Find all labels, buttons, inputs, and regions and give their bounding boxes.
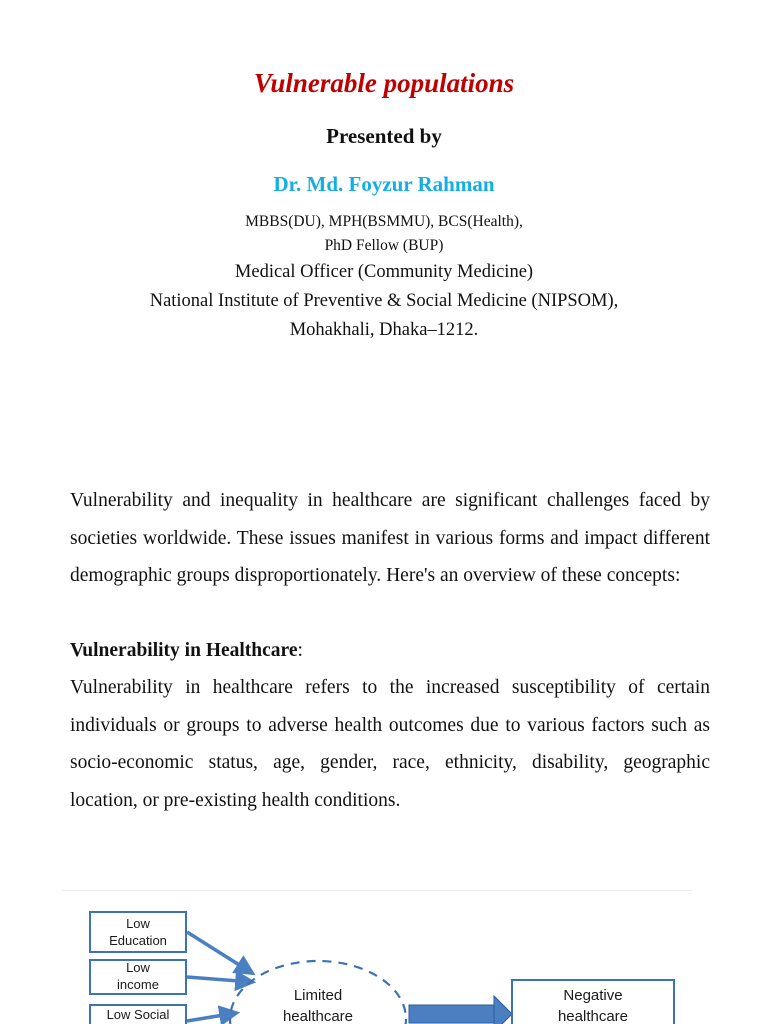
arrow-social-to-access (187, 1013, 236, 1021)
document-title: Vulnerable populations (253, 68, 515, 98)
low-education-line-1: Low (126, 916, 150, 931)
center-line-1: Limited (293, 987, 343, 1004)
outcome-line-2: healthcare (557, 1008, 629, 1024)
author-address: Mohakhali, Dhaka–1212. (289, 320, 479, 340)
arrow-education-to-access (187, 932, 252, 973)
main-arrow-shaft (409, 1005, 495, 1023)
author-position: Medical Officer (Community Medicine) (234, 262, 534, 282)
section-heading (70, 632, 710, 670)
outcome-line-1: Negative (563, 987, 623, 1004)
section-heading-colon: : (297, 640, 303, 661)
low-social-line-1: Low Social (106, 1007, 170, 1022)
low-income-line-1: Low (126, 960, 150, 975)
low-education-line-2: Education (109, 933, 167, 948)
author-affiliation (0, 258, 768, 345)
center-line-2: healthcare (282, 1008, 354, 1024)
author-degrees (0, 210, 768, 258)
degrees-line-2: PhD Fellow (BUP) (324, 237, 444, 254)
author-institute: National Institute of Preventive & Social Medicine (NIPSOM), (149, 291, 619, 311)
degrees-line-1: MBBS(DU), MPH(BSMMU), BCS(Health), (245, 213, 523, 230)
arrow-income-to-access (187, 977, 252, 982)
presented-by-label: Presented by (326, 124, 442, 148)
flow-diagram (0, 891, 768, 1024)
author-name: Dr. Md. Foyzur Rahman (273, 172, 495, 196)
low-income-line-2: income (117, 977, 159, 992)
main-arrow-head (494, 996, 512, 1024)
section-paragraph: Vulnerability in healthcare refers to the increased susceptibility of certain individuals or groups to adverse health outcomes due to various factors such as socio-economic status, age, gender, race, ethnicity, disability, geographic location, or pre-existing health conditions. (70, 677, 710, 811)
intro-paragraph: Vulnerability and inequality in healthcare are significant challenges faced by societies worldwide. These issues manifest in various forms and impact different demographic groups disproportionately. Here's an overview of these concepts: (70, 490, 710, 586)
section-heading-text: Vulnerability in Healthcare (70, 640, 298, 661)
